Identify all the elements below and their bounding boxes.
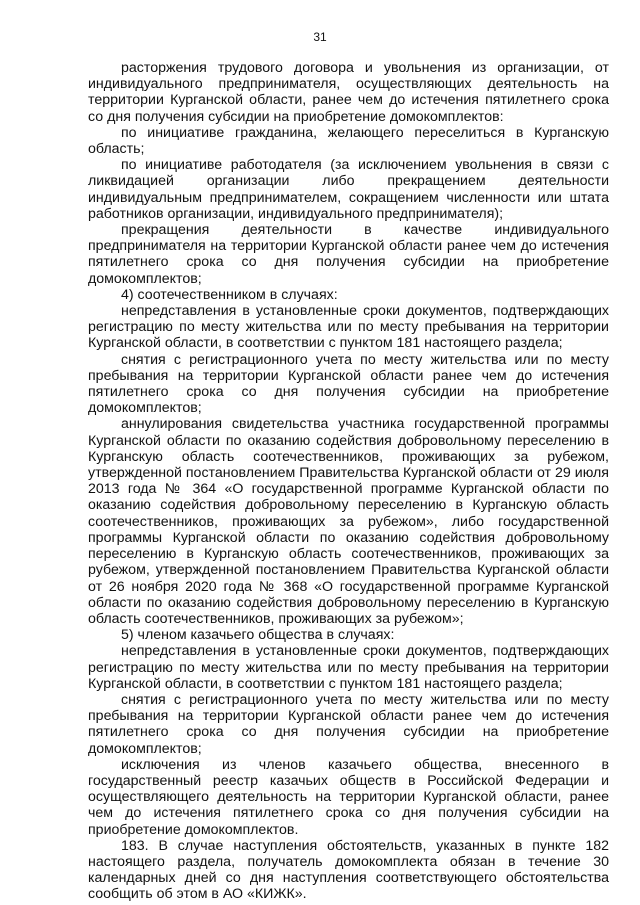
paragraph: расторжения трудового договора и увольнения из организации, от индивидуального предпринимателя, осуществляющих деятельность на территории Курганской области, ранее чем до истечения пятилетнего срока со дня получения субсидии на приобретение домокомплектов: [88, 60, 609, 125]
paragraph: снятия с регистрационного учета по месту жительства или по месту пребывания на территории Курганской области ранее чем до истечения пятилетнего срока со дня получения субсидии на приобретение домокомплектов; [88, 351, 609, 417]
paragraph: непредставления в установленные сроки документов, подтверждающих регистрацию по месту жительства или по месту пребывания на территории Курганской области, в соответствии с пунктом 181 настоящего раздела; [88, 303, 609, 352]
paragraph: 4) соотечественником в случаях: [121, 286, 338, 303]
paragraph: снятия с регистрационного учета по месту жительства или по месту пребывания на территории Курганской области ранее чем до истечения пятилетнего срока со дня получения субсидии на приобретение домокомплектов; [88, 691, 609, 757]
document-body [88, 60, 609, 903]
paragraph: непредставления в установленные сроки документов, подтверждающих регистрацию по месту жительства или по месту пребывания на территории Курганской области, в соответствии с пунктом 181 настоящего раздела; [88, 643, 609, 692]
page-number: 31 [313, 30, 327, 44]
paragraph: по инициативе работодателя (за исключением увольнения в связи с ликвидацией организации либо прекращением деятельности индивидуальным предпринимателем, сокращением численности или штата работников организации, индивидуального предпринимателя); [88, 157, 609, 222]
paragraph: аннулирования свидетельства участника государственной программы Курганской области по оказанию содействия добровольному переселению в Курганскую область соотечественников, проживающих за рубежом, утвержденной постановлением Правительства Курганской области от 29 июля 2013 года № 364 «О государственной программе Курганской области по оказанию содействия добровольному переселению в Курганскую область соотечественников, проживающих за рубежом», либо государственной программы Курганской области по оказанию содействия добровольному переселению в Курганскую область соотечественников, проживающих за рубежом, утвержденной постановлением Правительства Курганской области от 26 ноября 2020 года № 368 «О государственной программе Курганской области по оказанию содействия добровольному переселению в Курганскую область соотечественников, проживающих за рубежом»; [88, 416, 609, 627]
paragraph: по инициативе гражданина, желающего переселиться в Курганскую область; [88, 124, 609, 158]
paragraph: 5) членом казачьего общества в случаях: [121, 627, 395, 644]
paragraph: 183. В случае наступления обстоятельств, указанных в пункте 182 настоящего раздела, получатель домокомплекта обязан в течение 30 календарных дней со дня наступления соответствующего обстоятельства сообщить об этом в АО «КИЖК». [88, 837, 609, 903]
paragraph: исключения из членов казачьего общества, внесенного в государственный реестр казачьих обществ в Российской Федерации и осуществляющего деятельность на территории Курганской области, ранее чем до истечения пятилетнего срока со дня получения субсидии на приобретение домокомплектов. [88, 756, 609, 838]
paragraph: прекращения деятельности в качестве индивидуального предпринимателя на территории Курганской области ранее чем до истечения пятилетнего срока со дня получения субсидии на приобретение домокомплектов; [88, 222, 609, 287]
